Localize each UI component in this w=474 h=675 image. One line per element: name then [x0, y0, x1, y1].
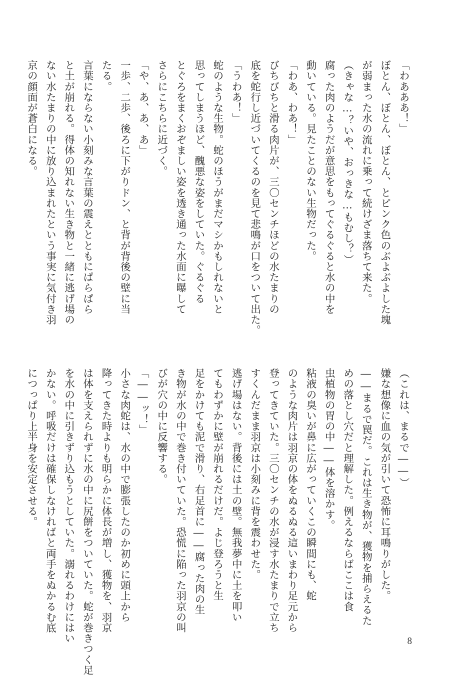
text-line: 動いている。見たことのない生物だった。: [304, 60, 317, 262]
text-line: 小さな肉蛇は、水の中で膨張したのか初めに頭上から: [118, 368, 131, 623]
text-line: と土が崩れる。得体の知れない生き物と一緒に逃げ場の: [62, 60, 75, 325]
text-line: 蛇のような生物。蛇のほうがまだマシかもしれないと: [211, 60, 224, 315]
text-line: 「や、あ、あ、あ」: [136, 60, 149, 156]
text-line: かない。呼吸だけは確保しなければと両手をぬかるむ底: [43, 368, 56, 633]
text-line: てもわずかに壁が崩れるだけだ。よじ登ろうと生: [211, 368, 224, 602]
text-line: き物が水の中で巻き付いていた。恐慌に陥った羽京の叫: [173, 368, 186, 633]
text-line: 逃げ場はない。背後には土の壁。無我夢中に土を叩い: [229, 368, 242, 623]
text-line: ない水たまりの中に放り込まれたという事実に気付き羽: [43, 60, 56, 325]
text-line: のような肉片は羽京の体をぬるぬる這いまわり足元から: [285, 368, 298, 633]
text-line: さらにこちらに近づく。: [155, 60, 168, 177]
text-line: 降ってきた時よりも明らかに体長が増し、獲物を、羽京: [99, 368, 112, 633]
text-line: 言葉にならない小刻みな言葉の震えとともにぱらぱら: [80, 60, 93, 315]
text-line: を水の中に引きずり込もうとしていた。溺れるわけにはい: [62, 368, 75, 644]
text-line: は体を支えられずに水の中に尻餅をついていた。蛇が巻きつく足: [80, 368, 93, 675]
text-line: すくんだまま羽京は小刻みに背を震わせた。: [248, 368, 261, 580]
text-line: たる。: [99, 60, 112, 92]
text-block-lower: [25, 368, 412, 675]
text-line: 登ってきていた。三〇センチの水が浸す水たまりで立ち: [266, 368, 279, 633]
text-line: （きゃな…？いや、おっきな…もむし？）: [341, 60, 354, 265]
text-line: びが穴の中に反響する。: [155, 368, 168, 485]
text-block-upper: [25, 60, 412, 336]
text-line: 「わあ、わあ！」: [285, 60, 298, 145]
text-line: 京の顔面が蒼白になる。: [25, 60, 38, 177]
text-line: 思ってしまうほど、醜悪な姿をしていた。ぐるぐる: [192, 60, 205, 304]
page-number: 8: [407, 637, 412, 647]
text-line: につっぱり上半身を安定させる。: [25, 368, 38, 527]
text-line: ――まるで罠だ。これは生き物が、獲物を捕らえるた: [359, 368, 372, 626]
text-line: ぼとん、ぼとん、ぼとん、とピンク色のぶよぶよした塊: [378, 60, 391, 325]
text-line: 一歩、二歩、後ろに下がりドン、と背が背後の壁に当: [118, 60, 131, 315]
text-line: 「うわあ！」: [229, 60, 242, 124]
text-line: 腐った肉のようだが意思をもってぐるぐると水の中を: [322, 60, 335, 315]
text-line: 「――ッ！」: [136, 368, 149, 435]
text-line: 虫植物の胃の中――体を溶かす。: [322, 368, 335, 531]
text-line: 粘液の臭いが鼻に広がっていくこの瞬間にも、蛇: [304, 368, 317, 602]
text-line: とぐろをまくおぞましい姿を透き通った水面に曝して: [173, 60, 186, 315]
text-line: （これは、まるで――）: [397, 368, 409, 488]
text-line: 足をかけても泥で滑り、右足首に――腐った肉の生: [192, 368, 205, 616]
text-line: 「わあああ！」: [397, 60, 409, 135]
text-line: めの落とし穴だと理解した。例えるならばここは食: [341, 368, 354, 612]
text-line: が弱まった水の流れに乗って続けざま落ちて来た。: [359, 60, 372, 304]
text-line: 嫌な想像に血の気が引いて恐怖に耳鳴りがした。: [378, 368, 391, 602]
text-line: 底を蛇行し近づいてくるのを見て悲鳴が口をついて出た。: [248, 60, 261, 336]
text-line: びちびちと滑る肉片が、三〇センチほどの水たまりの: [266, 60, 279, 315]
